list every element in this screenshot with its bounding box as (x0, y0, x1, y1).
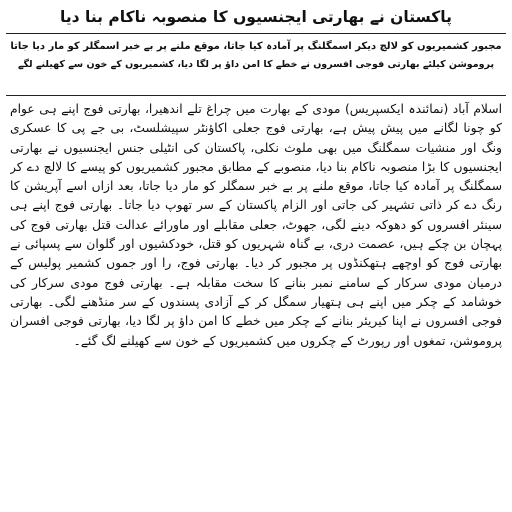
article-body (10, 100, 502, 504)
article-paragraph: اسلام آباد (نمائندہ ایکسپریس) مودی کے بھارت میں چراغ تلے اندھیرا، بھارتی فوج اپنے ہی عوام کو چونا لگانے میں پیش پیش ہے، بھارتی فوج جعلی اکاؤنٹر سپیشلسٹ، بی جے پی کا عسکری ونگ اور منشیات سمگلنگ میں بھی ملوث نکلی، پاکستان کی انٹیلی جنس ایجنسیوں نے بھارتی ایجنسیوں کا بڑا منصوبہ ناکام بنا دیا، منصوبے کے مطابق مجبور کشمیریوں کو پیسے کا لالچ دے کر سمگلنگ پر آمادہ کیا جاتا، موقع ملنے پر بے خبر سمگلر کو مار دیا جاتا، بعد ازاں اسے آپریشن کا رنگ دے کر ذاتی تشہیر کی جاتی اور الزام پاکستان کے سر تھوپ دیا جاتا۔ بھارتی فوج اپنے ہی سینئر افسروں کو دھوکہ دینے لگی، جھوٹ، جعلی مقابلے اور ماورائے عدالت قتل بھارتی فوج کی پہچان بن چکے ہیں، عصمت دری، بے گناہ شہریوں کو قتل، خودکشیوں اور گلوان سے پسپائی نے بھارتی فوج کو اوچھے ہتھکنڈوں پر مجبور کر دیا۔ بھارتی فوج، را اور جموں کشمیر پولیس کے درمیان مودی سرکار کے سامنے نمبر بنانے کا سخت مقابلہ ہے۔ بھارتی فوج مودی سرکار کی خوشامد کے چکر میں اپنے ہی ہتھیار سمگل کر کے آزادی پسندوں کے سر منڈھنے لگی۔ بھارتی فوجی افسروں نے اپنا کیریئر بنانے کے چکر میں خطے کا امن داؤ پر لگا دیا، بھارتی فوجی افسران پروموشن، تمغوں اور رپورٹ کے چکروں میں کشمیریوں کے خون سے کھیلنے لگ گئے۔ (10, 102, 502, 348)
article-subheadline-2: پروموشن کیلئے بھارتی فوجی افسروں نے خطے کا امن داؤ پر لگا دیا، کشمیریوں کے خون سے کھیلنے لگے (17, 59, 495, 70)
article-headline: پاکستان نے بھارتی ایجنسیوں کا منصوبہ ناکام بنا دیا (60, 8, 452, 26)
headline-divider (6, 33, 506, 34)
subheadline-divider (6, 95, 506, 96)
article-subheadline-1: مجبور کشمیریوں کو لالچ دیکر اسمگلنگ پر آمادہ کیا جاتا، موقع ملنے پر بے خبر اسمگلر کو مار دیا جاتا (10, 41, 502, 52)
